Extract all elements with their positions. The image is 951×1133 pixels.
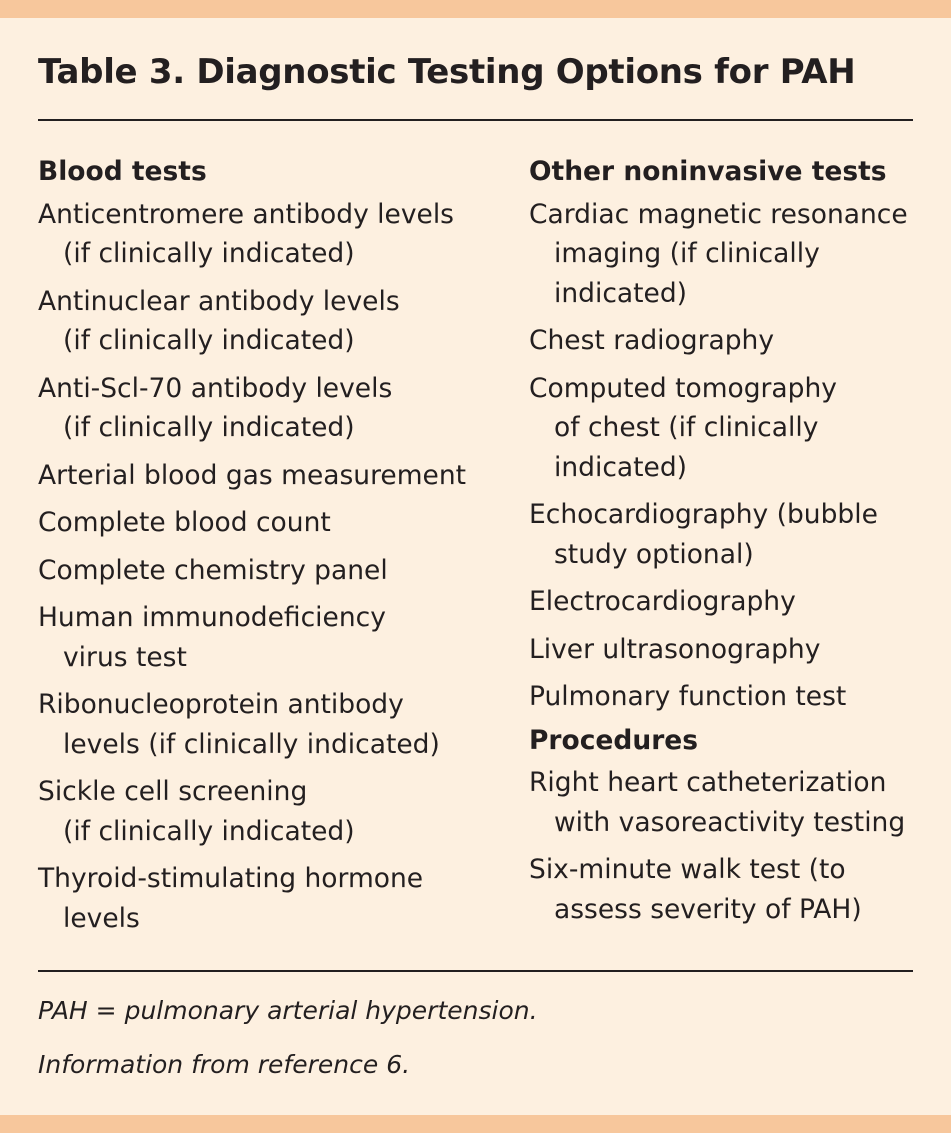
list-item (529, 677, 929, 717)
list-item-line: (if clinically indicated) (63, 815, 355, 847)
list-item-line: Computed tomography (529, 372, 837, 404)
list-item-line: study optional) (554, 538, 754, 570)
list-item-line: Cardiac magnetic resonance (529, 198, 908, 230)
section-heading-blood-tests: Blood tests (38, 156, 207, 187)
list-item-line: Human immunodeficiency (38, 602, 386, 633)
list-item-line: Sickle cell screening (38, 776, 308, 807)
list-item (38, 551, 508, 591)
list-item-line: levels (if clinically indicated) (63, 728, 440, 760)
left-column (38, 152, 508, 946)
right-column (529, 152, 929, 937)
list-item-line: Echocardiography (bubble (529, 499, 878, 530)
blood-tests-list (38, 195, 508, 939)
list-item (38, 598, 508, 677)
list-item-line: Chest radiography (529, 325, 775, 356)
list-item-line: Right heart catheterization (529, 767, 887, 798)
list-item-line: Six-minute walk test (to (529, 854, 846, 885)
list-item (38, 859, 508, 938)
list-item (529, 495, 929, 574)
list-item-line: virus test (63, 641, 187, 673)
footnote: PAH = pulmonary arterial hypertension. (38, 996, 538, 1025)
section-heading-other-noninvasive-tests: Other noninvasive tests (529, 156, 887, 187)
list-item (529, 630, 929, 670)
list-item-line: Pulmonary function test (529, 681, 847, 712)
list-item (38, 369, 508, 448)
list-item (529, 195, 929, 314)
list-item (529, 582, 929, 622)
list-item-line: levels (63, 902, 140, 934)
list-item (529, 321, 929, 361)
table-title: Table 3. Diagnostic Testing Options for PAH (38, 52, 856, 92)
list-item-line: indicated) (554, 277, 688, 309)
list-item (38, 503, 508, 543)
list-item-line: with vasoreactivity testing (554, 806, 906, 838)
list-item-line: indicated) (554, 451, 688, 483)
list-item (38, 772, 508, 851)
list-item-line: imaging (if clinically (554, 238, 820, 269)
list-item-line: Ribonucleoprotein antibody (38, 689, 404, 720)
procedures-list (529, 763, 929, 929)
list-item-line: assess severity of PAH) (554, 893, 862, 925)
list-item-line: Antinuclear antibody levels (38, 285, 400, 317)
list-item-line: of chest (if clinically (554, 412, 819, 443)
list-item-line: Thyroid-stimulating hormone (38, 863, 424, 894)
top-decorative-band (0, 0, 951, 18)
list-item-line: Arterial blood gas measurement (38, 459, 467, 491)
list-item-line: Anticentromere antibody levels (38, 198, 454, 230)
section-heading-procedures: Procedures (529, 724, 699, 756)
list-item (529, 763, 929, 842)
bottom-rule (38, 970, 913, 972)
bottom-decorative-band (0, 1115, 951, 1133)
list-item (38, 456, 508, 496)
list-item-line: Liver ultrasonography (529, 633, 821, 665)
list-item-line: Electrocardiography (529, 586, 796, 617)
list-item (529, 850, 929, 929)
list-item-line: (if clinically indicated) (63, 325, 355, 356)
list-item-line: Complete blood count (38, 507, 331, 538)
list-item-line: (if clinically indicated) (63, 238, 355, 269)
list-item-line: Anti-Scl-70 antibody levels (38, 372, 393, 404)
list-item-line: (if clinically indicated) (63, 412, 355, 443)
top-rule (38, 119, 913, 121)
list-item (529, 369, 929, 488)
list-item-line: Complete chemistry panel (38, 554, 388, 586)
list-item (38, 282, 508, 361)
list-item (38, 685, 508, 764)
other-noninvasive-tests-list (529, 195, 929, 717)
source-note: Information from reference 6. (38, 1050, 411, 1079)
list-item (38, 195, 508, 274)
